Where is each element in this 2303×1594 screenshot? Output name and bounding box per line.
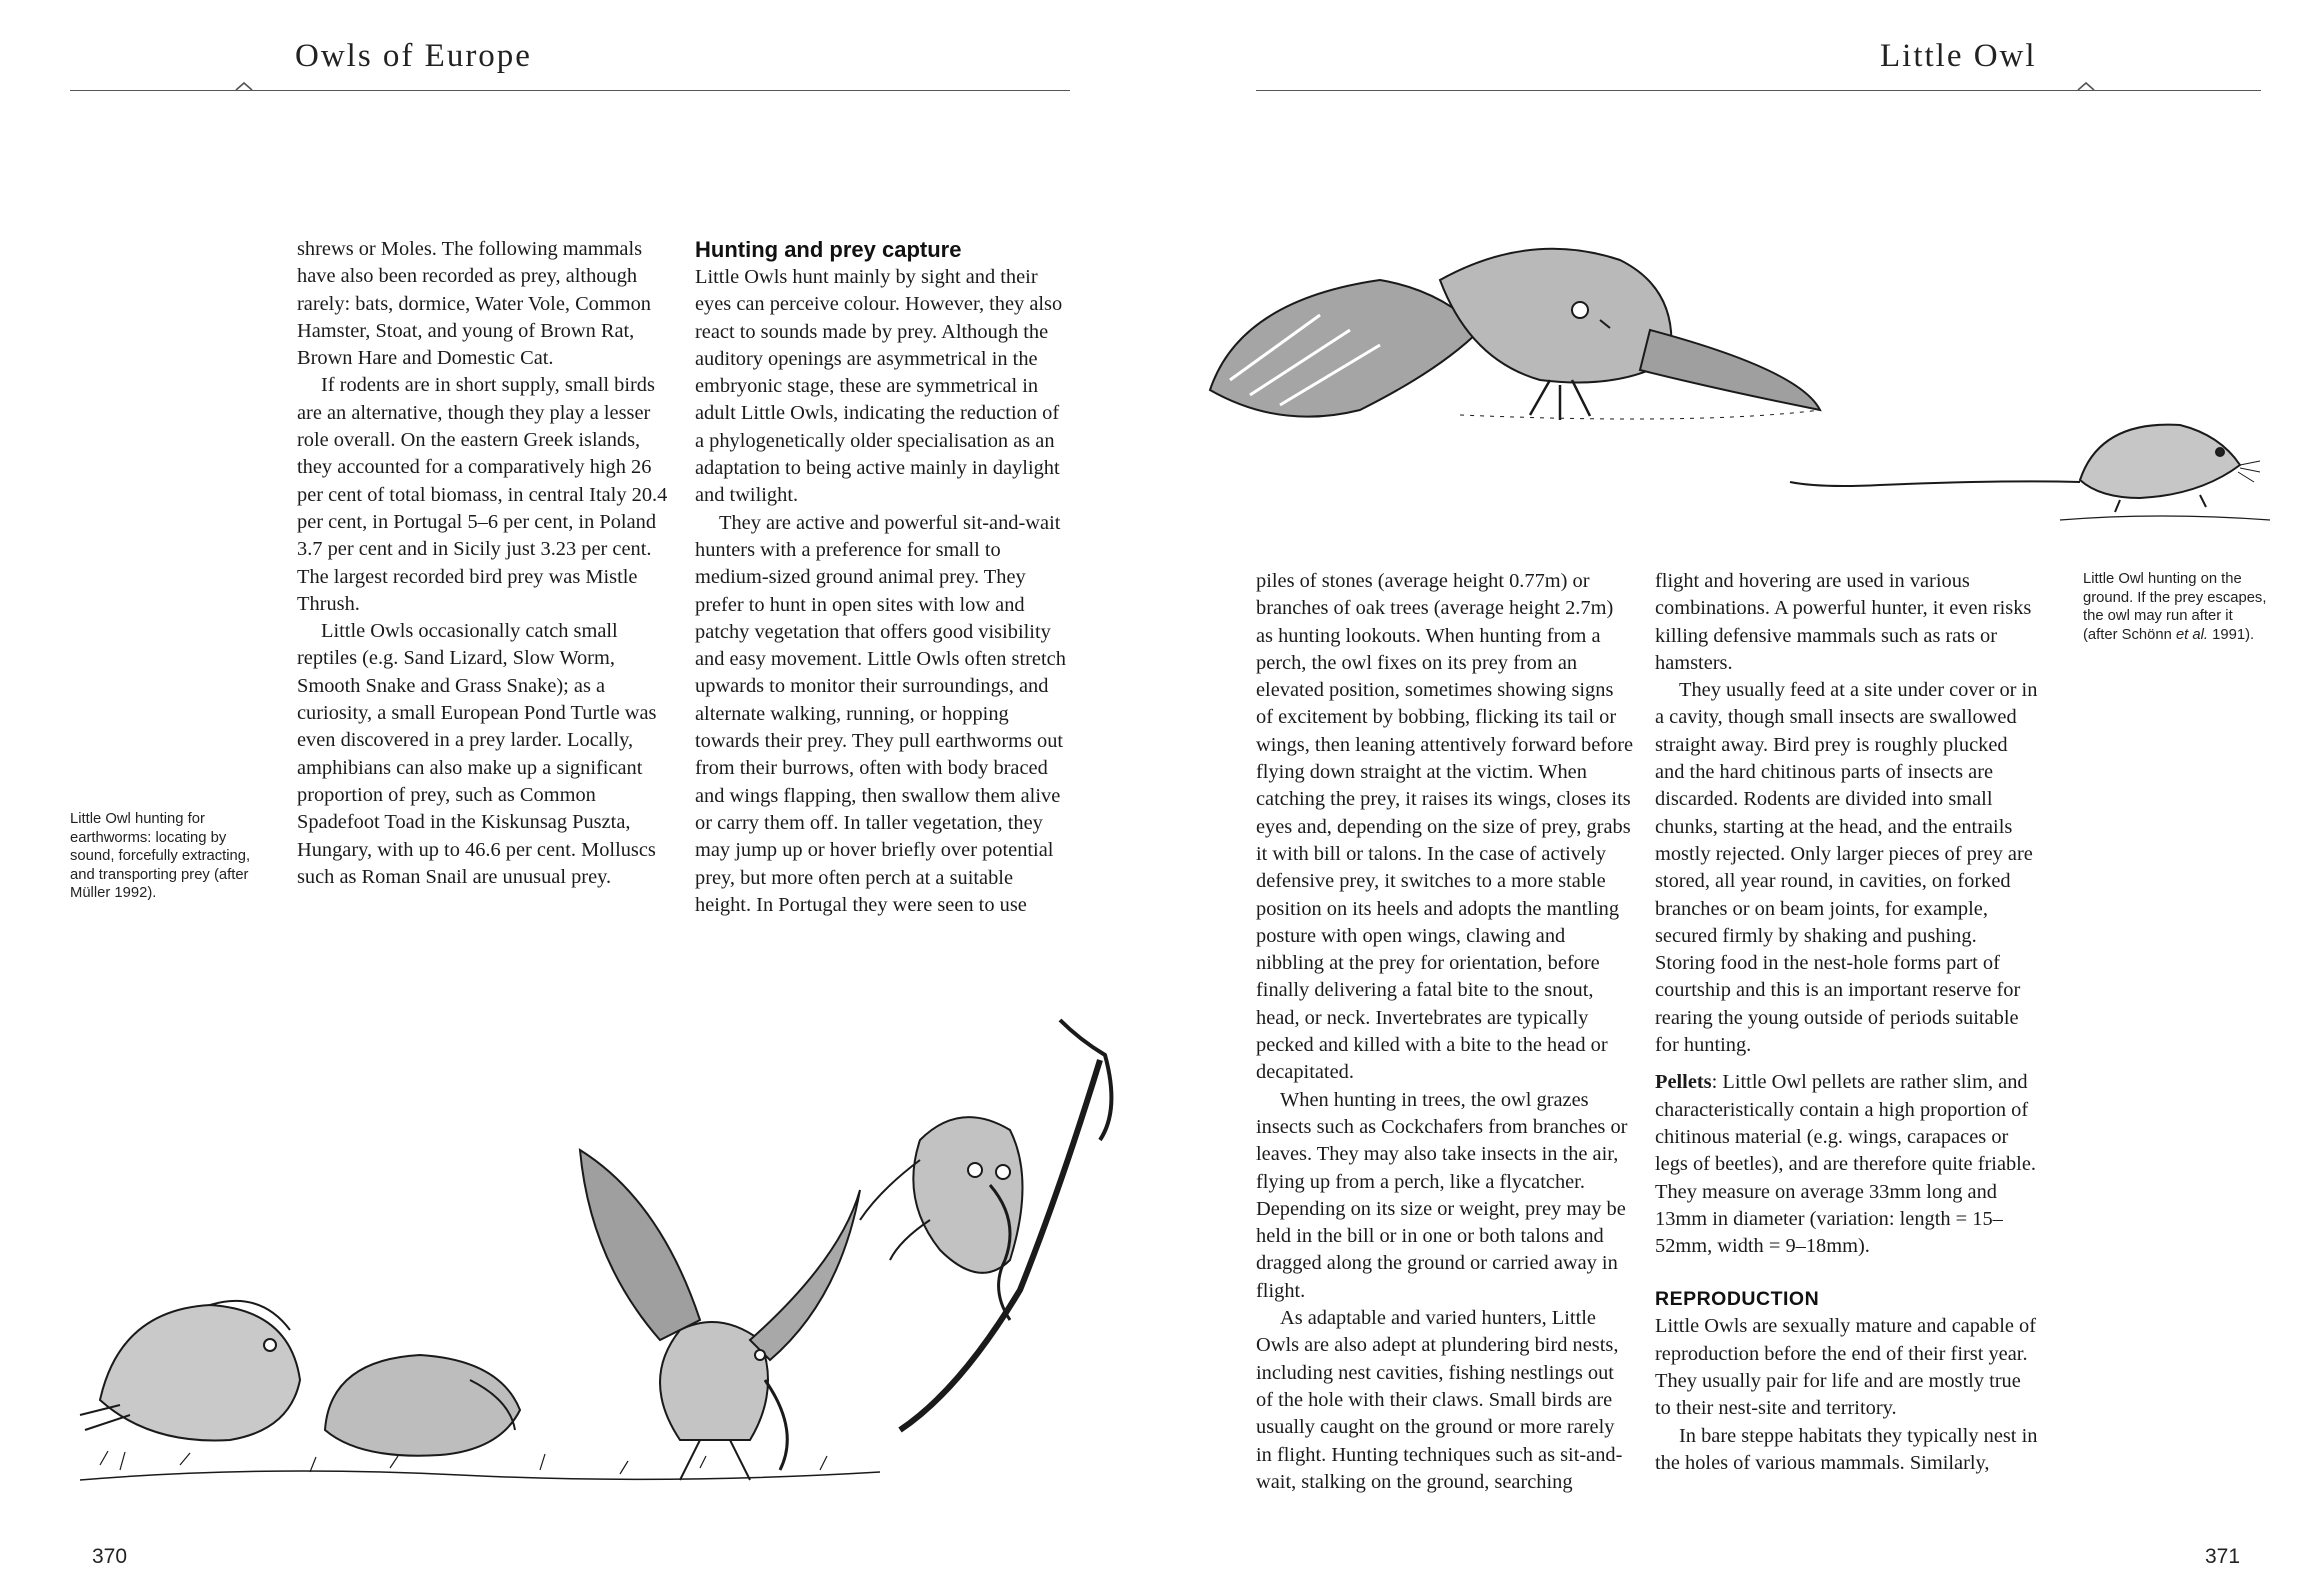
paragraph: flight and hovering are used in various combinations. A powerful hunter, it even risks killing defensive mammals such as rats or hamsters. — [1655, 570, 2032, 674]
pellets-label: Pellets — [1655, 1071, 1712, 1094]
caption-text: Little Owl hunting on the ground. If the prey escapes, the owl may run after it (after Schönn — [2083, 571, 2267, 643]
ground-hunting-illustration — [1200, 220, 2280, 540]
paragraph: They usually feed at a site under cover or in a cavity, though small insects are swallowed straight away. Bird prey is roughly plucked and the hard chitinous parts of insects are discarded. Rodents are divided into small chunks, starting at the head, and the entrails mostly rejected. Only larger pieces of prey are stored, all year round, in cavities, on forked branches or on beam joints, for example, secured firmly by shaking and pushing. Storing food in the nest-hole forms part of courtship and this is an important reserve for rearing the young outside of periods suitable for hunting. — [1655, 679, 2038, 1057]
pellets-text: : Little Owl pellets are rather slim, and characteristically contain a high proportion of chitinous material (e.g. wings, carapaces or legs of beetles), and are therefore quite friable. They measure on average 33mm long and 13mm in diameter (variation: length = 15–52mm, width = 9–18mm). — [1655, 1071, 2037, 1258]
paragraph: In bare steppe habitats they typically nest in the holes of various mammals. Similarly, — [1655, 1424, 2038, 1474]
right-column-1 — [1256, 568, 1634, 1496]
right-rule-notch — [2078, 82, 2094, 91]
pellets-paragraph — [1655, 1069, 2040, 1260]
paragraph: piles of stones (average height 0.77m) or branches of oak trees (average height 2.7m) as hunting lookouts. When hunting from a perch, the owl fixes on its prey from an elevated position, sometimes showing signs of excitement by bobbing, flicking its tail or wings, then leaning attentively forward before flying down straight at the victim. When catching the prey, it raises its wings, closes its eyes and, depending on the size of prey, grabs it with bill or talons. In the case of actively defensive prey, it switches to a more stable position on its heels and adopts the mantling posture with open wings, clawing and nibbling at the prey for orientation, before finally delivering a fatal bite to the snout, head, or neck. Invertebrates are typically pecked and killed with a bite to the head or decapitated. — [1256, 570, 1634, 1084]
right-column-2 — [1655, 568, 2040, 1477]
paragraph: If rodents are in short supply, small birds are an alternative, though they play a lesser role overall. On the eastern Greek islands, they accounted for a comparatively high 26 per cent of total biomass, in central Italy 20.4 per cent, in Portugal 5–6 per cent, in Poland 3.7 per cent and in Sicily just 3.23 per cent. The largest recorded bird prey was Mistle Thrush. — [297, 374, 668, 615]
right-caption — [2083, 570, 2268, 644]
right-folio: 371 — [2205, 1545, 2241, 1568]
caption-italic: et al. — [2175, 626, 2209, 643]
left-running-head: Owls of Europe — [295, 38, 532, 74]
paragraph: Little Owls are sexually mature and capable of reproduction before the end of their first year. They usually pair for life and are mostly true to their nest-site and territory. — [1655, 1315, 2037, 1420]
left-caption: Little Owl hunting for earthworms: locating by sound, forcefully extracting, and transporting prey (after Müller 1992). — [70, 811, 251, 901]
paragraph: Little Owls hunt mainly by sight and their eyes can perceive colour. However, they also react to sounds made by prey. Although the auditory openings are asymmetrical in the embryonic stage, these are symmetrical in adult Little Owls, indicating the reduction of a phylogenetically older specialisation as an adaptation to being active mainly in daylight and twilight. — [695, 266, 1063, 507]
left-column-2 — [695, 236, 1073, 919]
paragraph: As adaptable and varied hunters, Little Owls are also adept at plundering bird nests, including nest cavities, fishing nestlings out of the hole with their claws. Small birds are usually caught on the ground or more rarely in flight. Hunting techniques such as sit-and-wait, stalking on the ground, searching — [1256, 1307, 1623, 1493]
left-column-1 — [297, 236, 669, 891]
paragraph: Little Owls occasionally catch small reptiles (e.g. Sand Lizard, Slow Worm, Smooth Snake and Grass Snake); as a curiosity, a small European Pond Turtle was even discovered in a prey larder. Locally, amphibians can also make up a significant proportion of prey, such as Common Spadefoot Toad in the Kiskunsag Puszta, Hungary, with up to 46.6 per cent. Molluscs such as Roman Snail are unusual prey. — [297, 620, 657, 888]
right-header-rule — [1256, 90, 2261, 91]
left-folio: 370 — [92, 1545, 128, 1568]
caption-text: 1991). — [2208, 626, 2255, 643]
paragraph: When hunting in trees, the owl grazes insects such as Cockchafers from branches or leaves. They may also take insects in the air, flying up from a perch, like a flycatcher. Depending on its size or weight, prey may be held in the bill or in one or both talons and dragged along the ground or carried away in flight. — [1256, 1088, 1628, 1302]
earthworm-hunting-illustration — [60, 960, 1140, 1500]
paragraph: They are active and powerful sit-and-wait hunters with a preference for small to medium-sized ground animal prey. They prefer to hunt in open sites with low and patchy vegetation that offers good visibility and easy movement. Little Owls often stretch upwards to monitor their surroundings, and alternate walking, running, or hopping towards their prey. They pull earthworms out from their burrows, often with body braced and wings flapping, then swallow them alive or carry them off. In taller vegetation, they may jump up or hover briefly over potential prey, but more often perch at a suitable height. In Portugal they were seen to use — [695, 511, 1066, 916]
paragraph: shrews or Moles. The following mammals have also been recorded as prey, although rarely: bats, dormice, Water Vole, Common Hamster, Stoat, and young of Brown Rat, Brown Hare and Domestic Cat. — [297, 238, 651, 370]
reproduction-heading: REPRODUCTION — [1655, 1288, 1820, 1311]
right-running-head: Little Owl — [1880, 38, 2037, 74]
left-rule-notch — [236, 82, 252, 91]
section-subheading: Hunting and prey capture — [695, 237, 962, 262]
left-header-rule — [70, 90, 1070, 91]
